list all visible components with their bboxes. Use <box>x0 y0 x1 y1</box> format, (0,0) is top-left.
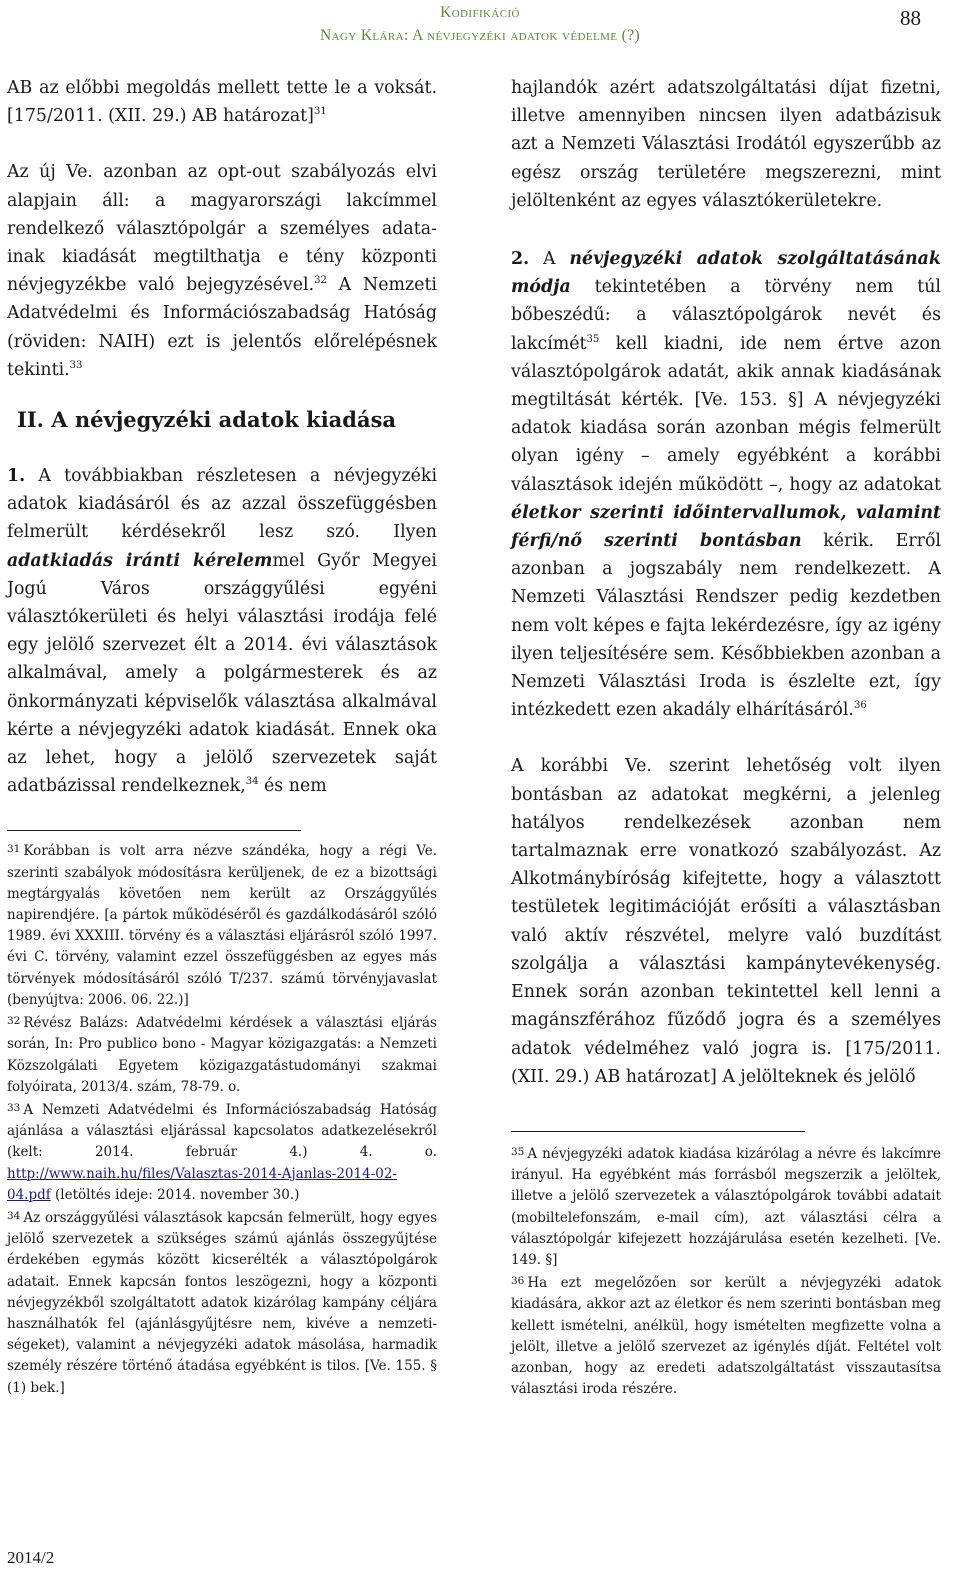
section-heading: II. A névjegyzéki adatok kiadása <box>17 407 396 433</box>
footnote: $^{36}$ Ha ezt megelőzően sor került a névjegyzéki adatok kiadására, akkor azt az életkor és nem szerinti bontásban meg kellett ismételni, anélkül, hogy ismételten megfizette volna a jelölt, illetve a jelölő szervezet az igénylés díját. Feltétel volt azonban, hogy az eredeti adatszolgáltatást visszautasítsa választási iroda részére. <box>511 1275 941 1398</box>
left-column <box>7 74 437 1399</box>
paragraph: 2. A névjegyzéki adatok szolgáltatásának módja tekintetében a törvény nem túl bőbeszédű: a választópolgárok nevét és lakcímét$^{35}$ kell kiadni, ide nem értve azon választópolgárok adatát, akik annak kiadásának megtiltását kérték. [Ve. 153. §] A névjegyzéki adatok kiadása során azonban mégis felmerült olyan igény – amely egyébként a korábbi választások idején működött –, hogy az adatokat életkor szerinti időintervallumok, valamint férfi/nő szerinti bontásban kérik. Erről azonban a jogszabály nem rendelkezett. A Nemzeti Választási Rendszer pedig kezdetben nem volt képes e fajta lekérdezésre, így az igény ilyen teljesítésére sem. Későbbiekben azonban a Nemzeti Választási Iroda is észlelte ezt, így intézkedett ezen akadály elhárításáról.$^{36}$ <box>511 249 941 721</box>
footnote: $^{31}$ Korábban is volt arra nézve szándéka, hogy a régi Ve. szerinti szabályok módosításra kerüljenek, de ez a bizottsági megtárgyalás követően nem került az Országgyűlés napirendjére. [a pártok működéséről és gazdálkodásáról szóló 1989. évi XXXIII. törvény és a választási eljárásról szóló 1997. évi C. törvény, valamint ezzel összefüggésben az egyes más törvények módosításáról szóló T/237. számú törvényjavaslat (benyújtva: 2006. 06. 22.)] <box>7 843 437 1008</box>
footnote-ref[interactable]: 36 <box>853 700 867 712</box>
footnote-ref[interactable]: 32 <box>314 275 327 287</box>
running-header-article: Nagy Klára: A névjegyzéki adatok védelme (?) <box>319 27 641 44</box>
footnote-ref[interactable]: 33 <box>69 359 83 371</box>
paragraph: hajlandók azért adatszolgáltatási díjat fizetni, illetve amennyiben nincsen ilyen adatbázisuk azt a Nemzeti Választási Irodától egyszerűbb az egész ország területére megszerezni, mint jelöltenként az egyes választókerületekre. <box>511 78 941 211</box>
issue-label: 2014/2 <box>7 1548 55 1567</box>
footnote-ref[interactable]: 35 <box>586 333 600 345</box>
footnote: $^{32}$ Révész Balázs: Adatvédelmi kérdések a választási eljárás során, In: Pro publico bono - Magyar közigazgatás: a Nemzeti Közszolgálati Egyetem közigazgatástudományi szakmai folyóirata, 2013/4. szám, 78-79. o. <box>7 1015 437 1095</box>
paragraph: A korábbi Ve. szerint lehetőség volt ilyen bontásban az adatokat megkérni, a jelenleg hatályos rendelkezések azonban nem tartalmaznak erre vonatkozó szabályozást. Az Alkotmánybíróság kifejtette, hogy a választott testületek legitimációját erősíti a választásban való aktív részvétel, melyre való buzdítást szolgálja a választási kampánytevékenység. Ennek során azonban tekintettel kell lenni a magánszférához fűződő jogra és a személyes adatok védelméhez való jogra is. [175/2011. (XII. 29.) AB határozat] A jelölteknek és jelölő <box>511 756 941 1087</box>
running-header-journal: Kodifikáció <box>440 4 520 21</box>
footnote: $^{34}$ Az országgyűlési választások kapcsán felmerült, hogy egyes jelölő szervezetek a szükséges számú ajánlás összegyűjtése érdekében egymás között kicserélték a választópolgárok adatait. Ennek kapcsán fontos leszögezni, hogy a központi névjegyzékből szolgáltatott adatok kizárólag kampány céljára használhatók fel (ajánlásgyűjtésre nem, kivéve a nemzetiségeket), valamint a névjegyzéki adatok másolása, harmadik személy részére történő átadása egyébként is tilos. [Ve. 155. § (1) bek.] <box>7 1209 437 1396</box>
footnote-ref[interactable]: 31 <box>313 106 327 118</box>
footnote-link[interactable]: http://www.naih.hu/files/Valasztas-2014-Ajanlas-2014-02-04.pdf <box>7 1165 397 1203</box>
paragraph: AB az előbbi megoldás mellett tette le a voksát. [175/2011. (XII. 29.) AB határozat]$^{31}$ <box>7 78 437 127</box>
footnote: $^{33}$ A Nemzeti Adatvédelmi és Információszabadság Hatóság ajánlása a választási eljárással kapcsolatos adatkezelésekről (kelt: 2014. február 4.) 4. o. http://www.naih.hu/files/Valasztas-2014-Ajanlas-2014-02-04.pdf (letöltés ideje: 2014. november 30.) <box>7 1101 437 1203</box>
right-column <box>511 74 941 1400</box>
paragraph: Az új Ve. azonban az opt-out szabályozás elvi alapjain áll: a magyarországi lakcímmel rendelkező választópolgár a személyes adatainak kiadását megtilthatja e tény központi névjegyzékbe való bejegyzésével.$^{32}$ A Nemzeti Adatvédelmi és Információszabadság Hatóság (röviden: NAIH) ezt is jelentős előrelépésnek tekinti.$^{33}$ <box>7 162 437 380</box>
footnote: $^{35}$ A névjegyzéki adatok kiadása kizárólag a névre és lakcímre irányul. Ha egyébként más forrásból megszerzik a jelöltek, illetve a jelölő szervezetek a választópolgárok további adatait (mobiltelefonszám, e-mail cím), azt választási célra a választópolgár kifejezett hozzájárulása esetén kezelheti. [Ve. 149. §] <box>511 1145 941 1268</box>
footnote-ref[interactable]: 34 <box>245 776 259 788</box>
page-number: 88 <box>900 6 921 30</box>
paragraph: 1. A továbbiakban részletesen a névjegyzéki adatok kiadásáról és az azzal összefüggésben felmerült kérdésekről lesz szó. Ilyen adatkiadás iránti kérelemmel Győr Megyei Jogú Város országgyűlési egyéni választókerületi és helyi választási irodája felé egy jelölő szervezet élt a 2014. évi választások alkalmával, amely a polgármesterek és az önkormányzati képviselők választása alkalmával kérte a névjegyzéki adatok kiadását. Ennek oka az lehet, hogy a jelölő szervezetek saját adatbázissal rendelkeznek,$^{34}$ és nem <box>7 466 437 797</box>
